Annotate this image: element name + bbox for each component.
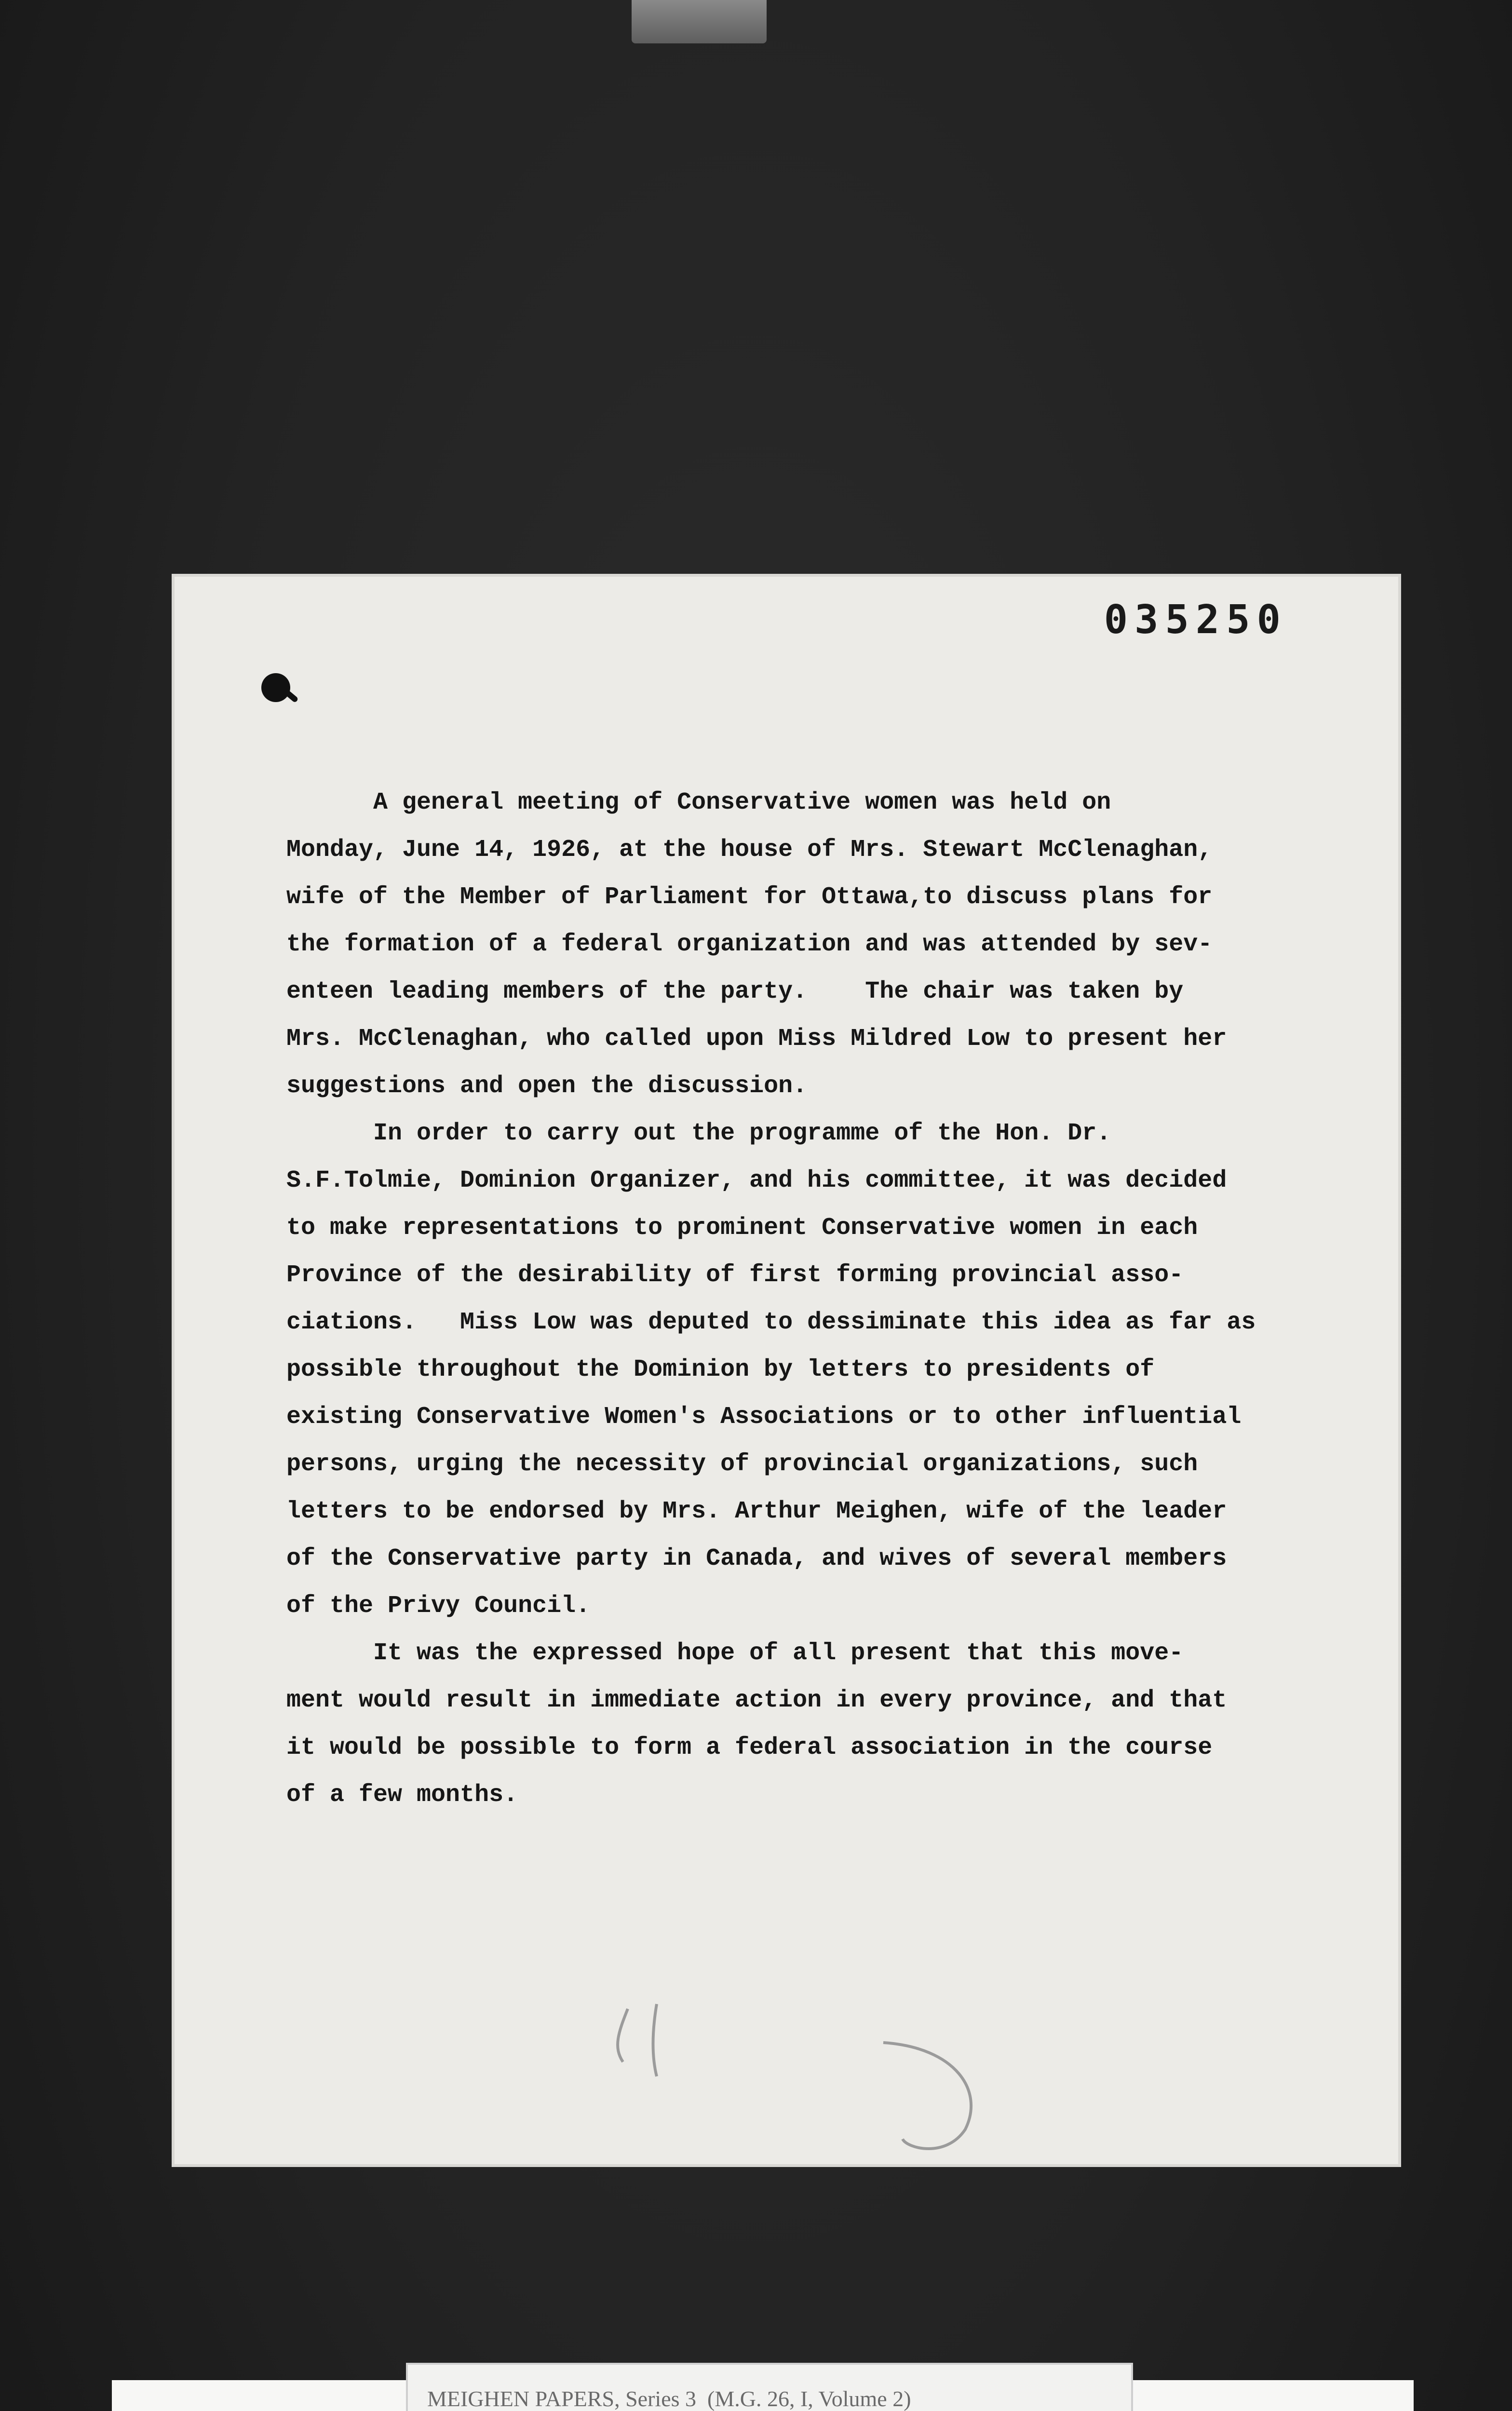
scanned-page	[175, 577, 1398, 2164]
text-line: of the Conservative party in Canada, and wives of several members	[286, 1545, 1227, 1572]
text-line: letters to be endorsed by Mrs. Arthur Meighen, wife of the leader	[286, 1498, 1227, 1525]
paragraph-2	[286, 1110, 1337, 1630]
text-line: Monday, June 14, 1926, at the house of Mrs. Stewart McClenaghan,	[286, 836, 1213, 864]
text-line: of the Privy Council.	[286, 1592, 591, 1620]
pencil-marks	[425, 1888, 1245, 2197]
text-line: In order to carry out the programme of the Hon. Dr.	[286, 1120, 1111, 1147]
text-line: A general meeting of Conservative women was held on	[286, 789, 1111, 816]
pin-icon	[261, 673, 290, 702]
text-line: persons, urging the necessity of provincial organizations, such	[286, 1450, 1198, 1478]
reference-slip	[406, 2363, 1133, 2411]
text-line: wife of the Member of Parliament for Ottawa,to discuss plans for	[286, 883, 1213, 911]
text-line: possible throughout the Dominion by letters to presidents of	[286, 1356, 1155, 1383]
text-line: it would be possible to form a federal association in the course	[286, 1734, 1213, 1761]
text-line: Province of the desirability of first forming provincial asso-	[286, 1261, 1184, 1289]
text-line: to make representations to prominent Conservative women in each	[286, 1214, 1198, 1242]
text-line: ment would result in immediate action in every province, and that	[286, 1687, 1227, 1714]
text-line: existing Conservative Women's Associations or to other influential	[286, 1403, 1242, 1431]
document-body	[286, 779, 1337, 1819]
text-line: S.F.Tolmie, Dominion Organizer, and his committee, it was decided	[286, 1167, 1227, 1194]
paragraph-3	[286, 1630, 1337, 1819]
text-line: ciations. Miss Low was deputed to dessiminate this idea as far as	[286, 1309, 1256, 1336]
text-line: suggestions and open the discussion.	[286, 1072, 808, 1100]
document-number: 035250	[1104, 597, 1287, 643]
paragraph-1	[286, 779, 1337, 1110]
text-line: the formation of a federal organization and was attended by sev-	[286, 931, 1213, 958]
film-clip	[632, 0, 767, 43]
text-line: enteen leading members of the party. The chair was taken by	[286, 978, 1184, 1005]
reference-text: MEIGHEN PAPERS, Series 3 (M.G. 26, I, Volume 2)	[427, 2386, 911, 2411]
text-line: It was the expressed hope of all present that this move-	[286, 1639, 1184, 1667]
text-line: Mrs. McClenaghan, who called upon Miss Mildred Low to present her	[286, 1025, 1227, 1053]
text-line: of a few months.	[286, 1781, 518, 1809]
